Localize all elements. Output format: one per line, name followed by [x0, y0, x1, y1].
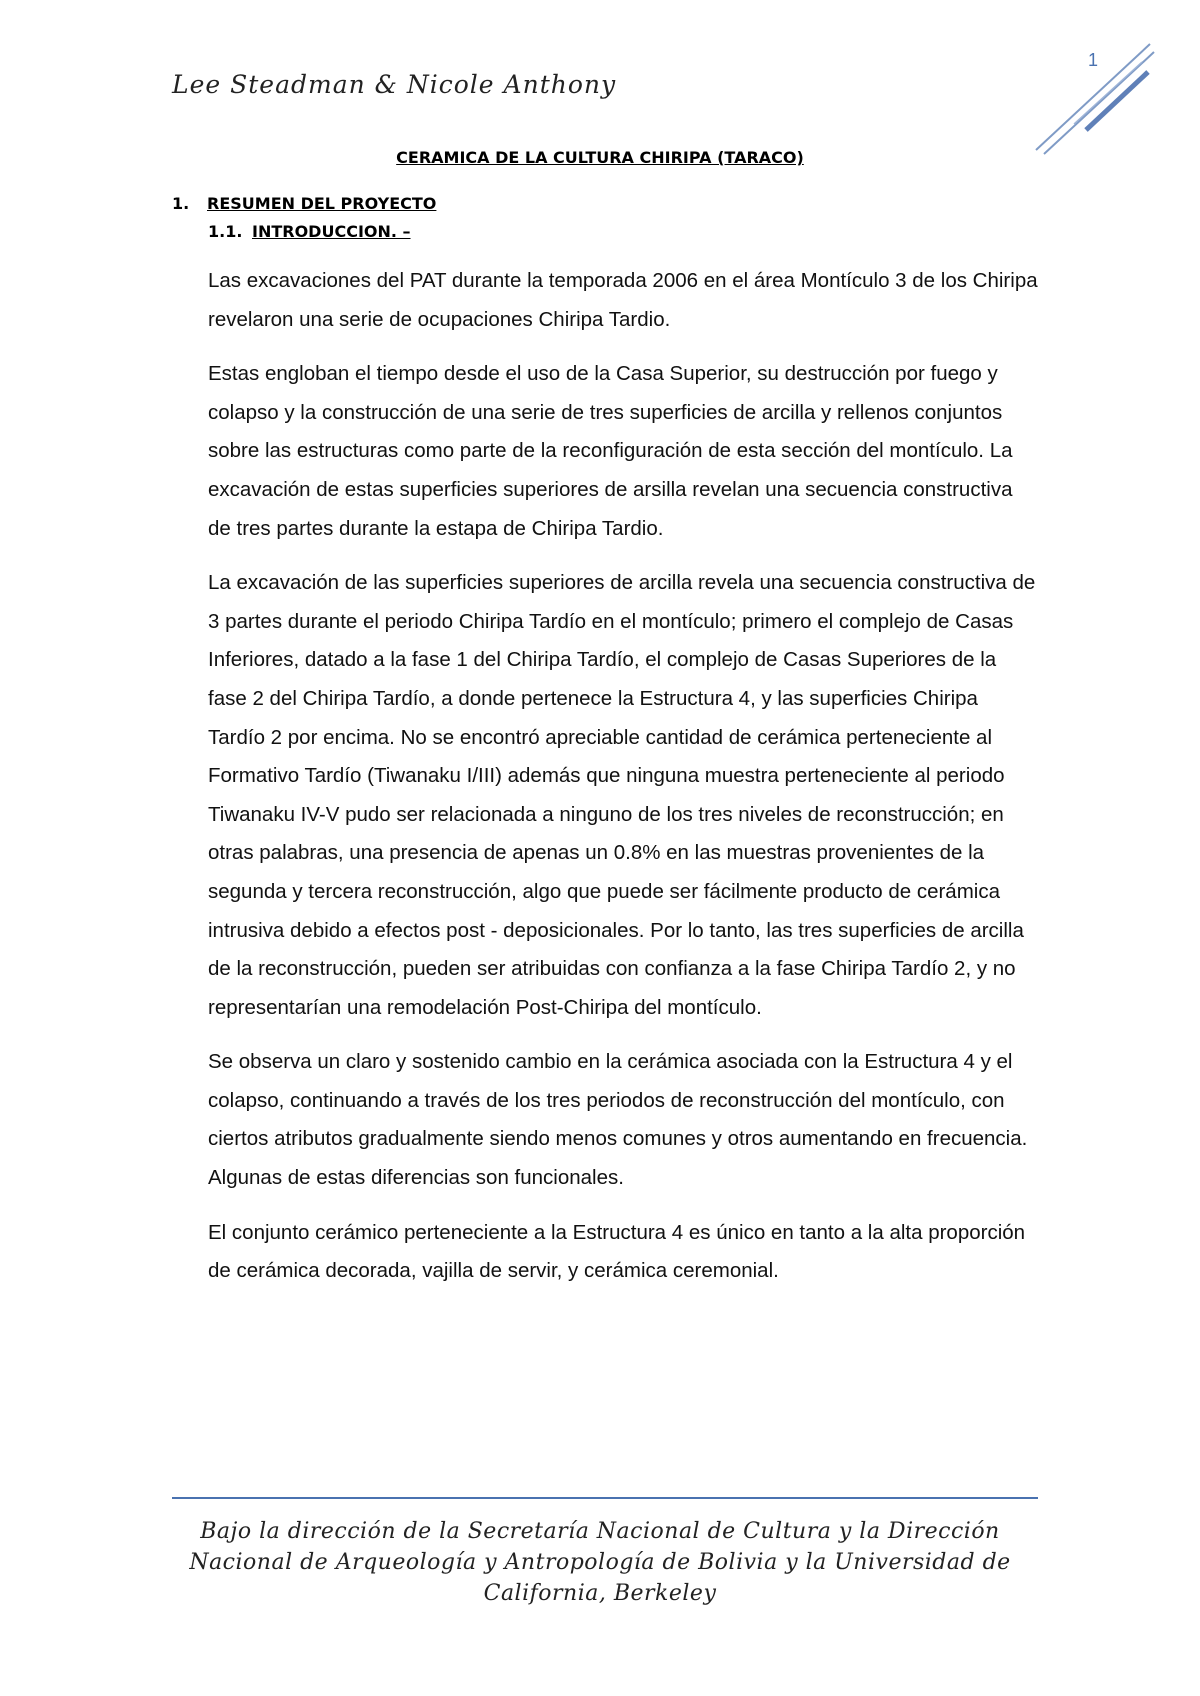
- section-heading-1-1-number: 1.1.: [208, 222, 243, 241]
- section-heading-1-number: 1.: [172, 194, 190, 213]
- paragraph: Las excavaciones del PAT durante la temporada 2006 en el área Montículo 3 de los Chiripa revelaron una serie de ocupaciones Chiripa Tardio.: [208, 269, 1038, 331]
- section-heading-1-1-label: INTRODUCCION. –: [252, 222, 411, 241]
- page-number: 1: [1088, 50, 1099, 70]
- section-heading-1-label: RESUMEN DEL PROYECTO: [207, 194, 437, 213]
- page-header-author: Lee Steadman & Nicole Anthony: [172, 70, 617, 99]
- paragraph: La excavación de las superficies superiores de arcilla revela una secuencia constructiva de 3 partes durante el periodo Chiripa Tardío en el montículo; primero el complejo de Casas Inferiores, datado a la fase 1 del Chiripa Tardío, el complejo de Casas Superiores de la fase 2 del Chiripa Tardío, a donde pertenece la Estructura 4, y las superficies Chiripa Tardío 2 por encima. No se encontró apreciable cantidad de cerámica perteneciente al Formativo Tardío (Tiwanaku I/III) además que ninguna muestra perteneciente al periodo Tiwanaku IV-V pudo ser relacionada a ninguno de los tres niveles de reconstrucción; en otras palabras, una presencia de apenas un 0.8% en las muestras provenientes de la segunda y tercera reconstrucción, algo que puede ser fácilmente producto de cerámica intrusiva debido a efectos post - deposicionales. Por lo tanto, las tres superficies de arcilla de la reconstrucción, pueden ser atribuidas con confianza a la fase Chiripa Tardío 2, y no representarían una remodelación Post-Chiripa del montículo.: [208, 571, 1036, 1019]
- section-heading-1: [172, 194, 436, 213]
- document-title: CERAMICA DE LA CULTURA CHIRIPA (TARACO): [396, 148, 804, 167]
- paragraph: Se observa un claro y sostenido cambio en la cerámica asociada con la Estructura 4 y el colapso, continuando a través de los tres periodos de reconstrucción del montículo, con ciertos atributos gradualmente siendo menos comunes y otros aumentando en frecuencia. Algunas de estas diferencias son funcionales.: [208, 1050, 1028, 1190]
- paragraph: El conjunto cerámico perteneciente a la Estructura 4 es único en tanto a la alta proporción de cerámica decorada, vajilla de servir, y cerámica ceremonial.: [208, 1220, 1026, 1283]
- footer-text: Bajo la dirección de la Secretaría Nacional de Cultura y la Dirección Nacional de Arqueología y Antropología de Bolivia y la Universidad de California, Berkeley: [189, 1519, 1011, 1606]
- section-heading-1-1: [208, 222, 411, 241]
- body-text: [208, 262, 1040, 1307]
- footer-divider: [172, 1497, 1038, 1499]
- paragraph: Estas engloban el tiempo desde el uso de la Casa Superior, su destrucción por fuego y colapso y la construcción de una serie de tres superficies de arcilla y rellenos conjuntos sobre las estructuras como parte de la reconfiguración de esta sección del montículo. La excavación de estas superficies superiores de arsilla revelan una secuencia constructiva de tres partes durante la estapa de Chiripa Tardio.: [208, 362, 1013, 540]
